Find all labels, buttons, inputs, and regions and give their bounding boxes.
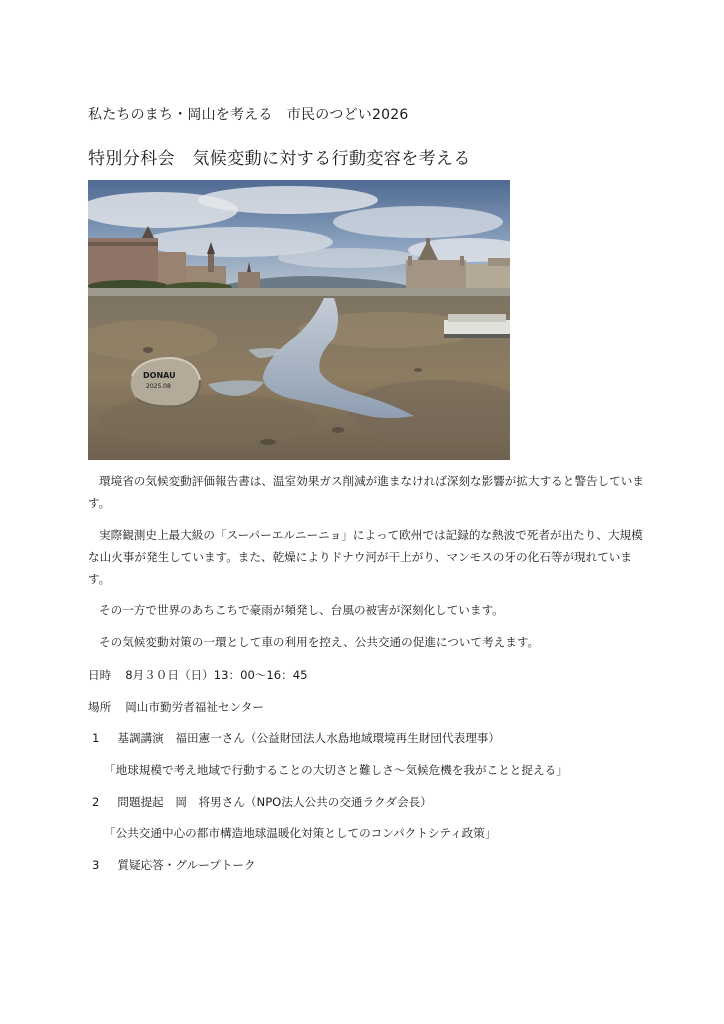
program-text: 質疑応答・グループトーク <box>117 858 256 872</box>
date-label: 日時 <box>88 668 112 682</box>
session-title: 特別分科会 気候変動に対する行動変容を考える <box>88 149 471 169</box>
program-number: 2 <box>92 795 100 809</box>
date-line <box>88 665 308 685</box>
program-number: 1 <box>92 731 100 745</box>
paragraph-public-transport: その気候変動対策の一環として車の利用を控え、公共交通の促進について考えます。 <box>99 635 540 649</box>
stone-inscription-name: DONAU <box>143 371 176 380</box>
program-item-discussion <box>88 855 256 875</box>
place-label: 場所 <box>88 700 112 714</box>
date-value: 8月３０日（日）13：00〜16：45 <box>125 668 308 682</box>
place-value: 岡山市勤労者福祉センター <box>125 700 264 714</box>
event-title: 私たちのまち・岡山を考える 市民のつどい2026 <box>88 107 409 123</box>
place-line <box>88 697 264 717</box>
program-number: 3 <box>92 858 100 872</box>
program-keynote-subtitle: 「地球規模で考え地域で行動することの大切さと難しさ〜気候危機を我がことと捉える」 <box>104 763 568 777</box>
paragraph-europe: 実際観測史上最大級の「スーパーエルニーニョ」によって欧州では記録的な熱波で死者が出たり、大規模な山火事が発生しています。また、乾燥によりドナウ河が干上がり、マンモスの牙の化石等が現れています。 <box>88 528 643 586</box>
paragraph-heavy-rain: その一方で世界のあちこちで豪雨が頻発し、台風の被害が深刻化しています。 <box>99 603 504 617</box>
program-text: 問題提起 岡 将男さん（NPO法人公共の交通ラクダ会長） <box>117 795 432 809</box>
paragraph-warning: 環境省の気候変動評価報告書は、温室効果ガス削減が進まなければ深刻な影響が拡大すると警告しています。 <box>88 474 644 510</box>
program-text: 基調講演 福田憲一さん（公益財団法人水島地域環境再生財団代表理事） <box>117 731 500 745</box>
program-item-keynote <box>88 728 500 748</box>
dry-danube-photo <box>88 180 510 460</box>
program-presentation-subtitle: 「公共交通中心の都市構造地球温暖化対策としてのコンパクトシティ政策」 <box>104 826 497 840</box>
stone-inscription-date: 2025.08 <box>146 383 171 390</box>
program-item-presentation <box>88 792 432 812</box>
